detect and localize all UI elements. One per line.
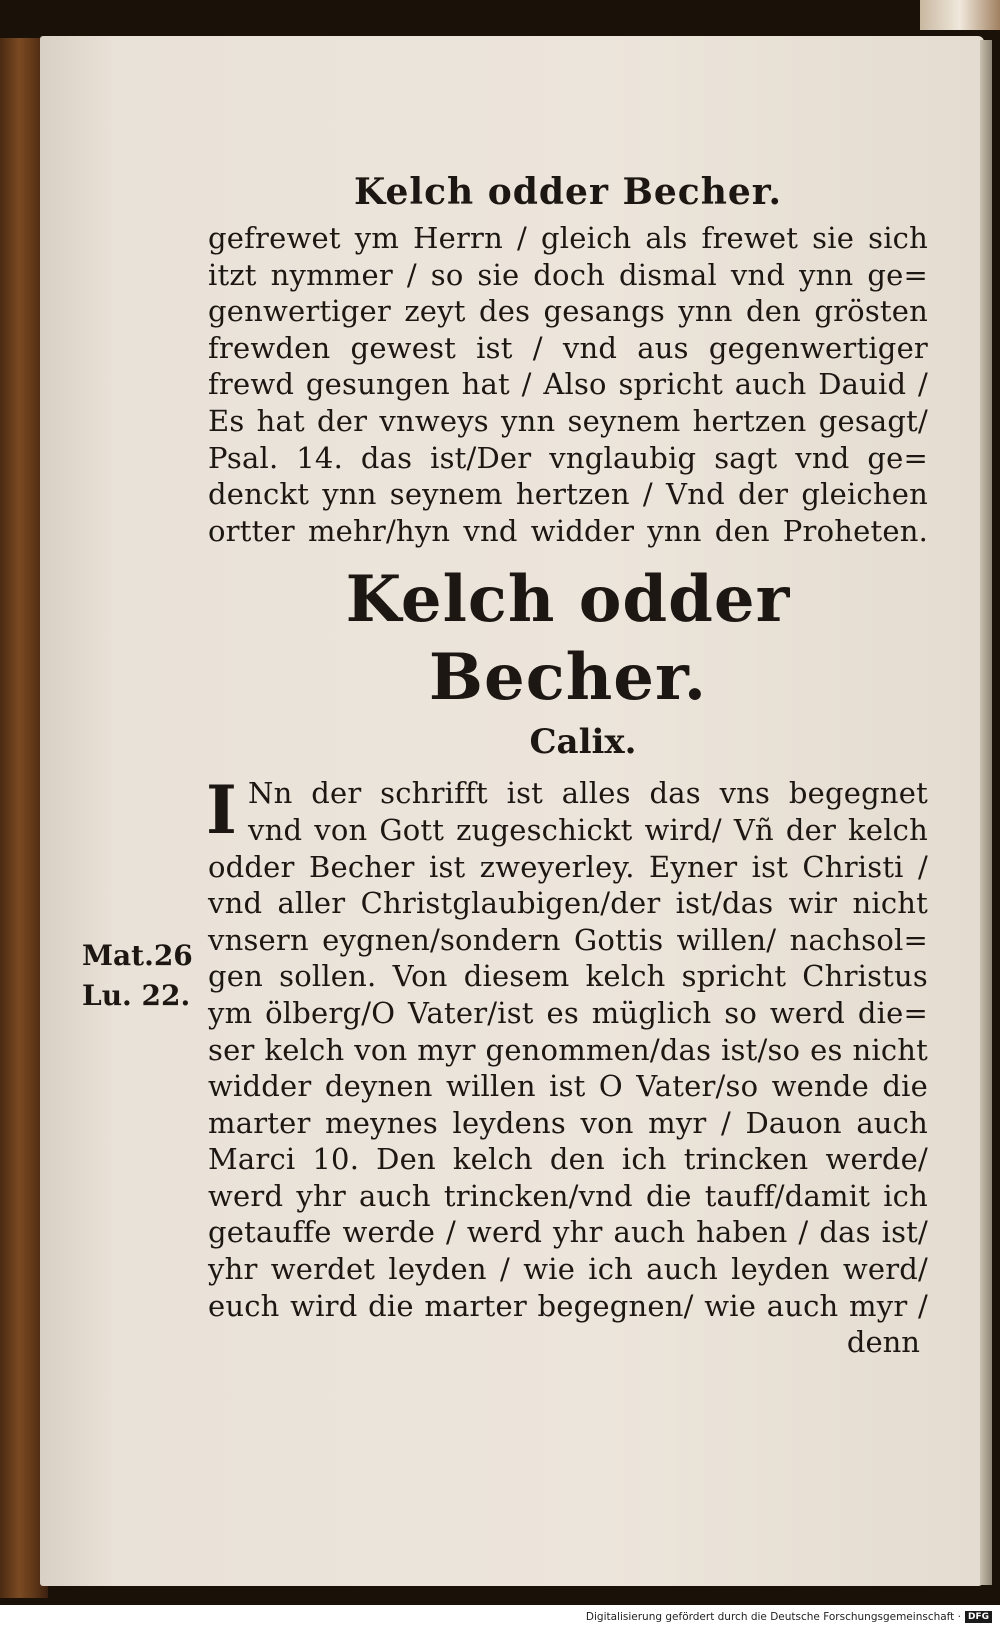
page-text-block	[208, 170, 928, 1360]
footer-credit: Digitalisierung gefördert durch die Deutsche Forschungsgemeinschaft ·	[585, 1611, 961, 1623]
margin-note: Mat.26	[82, 939, 193, 972]
text-line: odder Becher ist zweyerley. Eyner ist Christi /	[208, 849, 928, 884]
initial-letter: I	[206, 771, 237, 850]
text-line: vnd von Gott zugeschickt wird/ Vñ der kelch	[248, 812, 928, 847]
text-line: Marci 10. Den kelch den ich trincken werde/	[208, 1142, 928, 1177]
text-line: vnsern eygnen/sondern Gottis willen/ nachsol=	[208, 922, 928, 957]
page-edge	[980, 40, 992, 1585]
text-line: Psal. 14. das ist/Der vnglaubig sagt vnd ge=	[208, 440, 928, 475]
text-line: Es hat der vnweys ynn seynem hertzen gesagt/	[208, 403, 928, 438]
page-corner	[920, 0, 1000, 30]
text-line: getauffe werde / werd yhr auch haben / das ist/	[208, 1215, 928, 1250]
text-line: marter meynes leydens von myr / Dauon auch	[208, 1105, 928, 1140]
section-subtitle: Calix.	[529, 722, 637, 763]
running-head: Kelch odder Becher.	[354, 171, 782, 213]
text-line: gen sollen. Von diesem kelch spricht Christus	[208, 959, 928, 994]
margin-note: Lu. 22.	[82, 979, 191, 1012]
text-line: ym ölberg/O Vater/ist es müglich so werd die=	[208, 995, 928, 1030]
text-line: werd yhr auch trincken/vnd die tauff/damit ich	[208, 1178, 928, 1213]
dfg-logo: DFG	[965, 1611, 992, 1623]
text-line: gefrewet ym Herrn / gleich als frewet sie sich	[208, 221, 928, 255]
text-line: itzt nymmer / so sie doch dismal vnd ynn ge=	[208, 257, 928, 292]
text-line: yhr werdet leyden / wie ich auch leyden werd/	[208, 1252, 928, 1287]
text-line: ortter mehr/hyn vnd widder ynn den Proheten.	[208, 513, 928, 548]
text-line: frewd gesungen hat / Also spricht auch Dauid /	[208, 367, 928, 402]
text-line: denckt ynn seynem hertzen / Vnd der gleichen	[208, 477, 928, 512]
text-line: frewden gewest ist / vnd aus gegenwertiger	[208, 330, 928, 365]
digitization-footer	[0, 1605, 1000, 1629]
text-line: ser kelch von myr genommen/das ist/so es nicht	[208, 1032, 928, 1067]
section-title: Kelch odder Becher.	[345, 562, 791, 716]
text-line: vnd aller Christglaubigen/der ist/das wir nicht	[208, 886, 928, 921]
text-line: genwertiger zeyt des gesangs ynn den grösten	[208, 294, 928, 329]
catchword: denn	[846, 1325, 920, 1360]
text-line: widder deynen willen ist O Vater/so wende die	[208, 1069, 928, 1104]
top-paragraph	[208, 220, 928, 549]
initial-block	[206, 771, 928, 850]
text-line: Nn der schrifft ist alles das vns begegnet	[248, 776, 928, 811]
body-paragraph	[206, 771, 928, 1324]
text-line: euch wird die marter begegnen/ wie auch myr /	[208, 1288, 928, 1323]
